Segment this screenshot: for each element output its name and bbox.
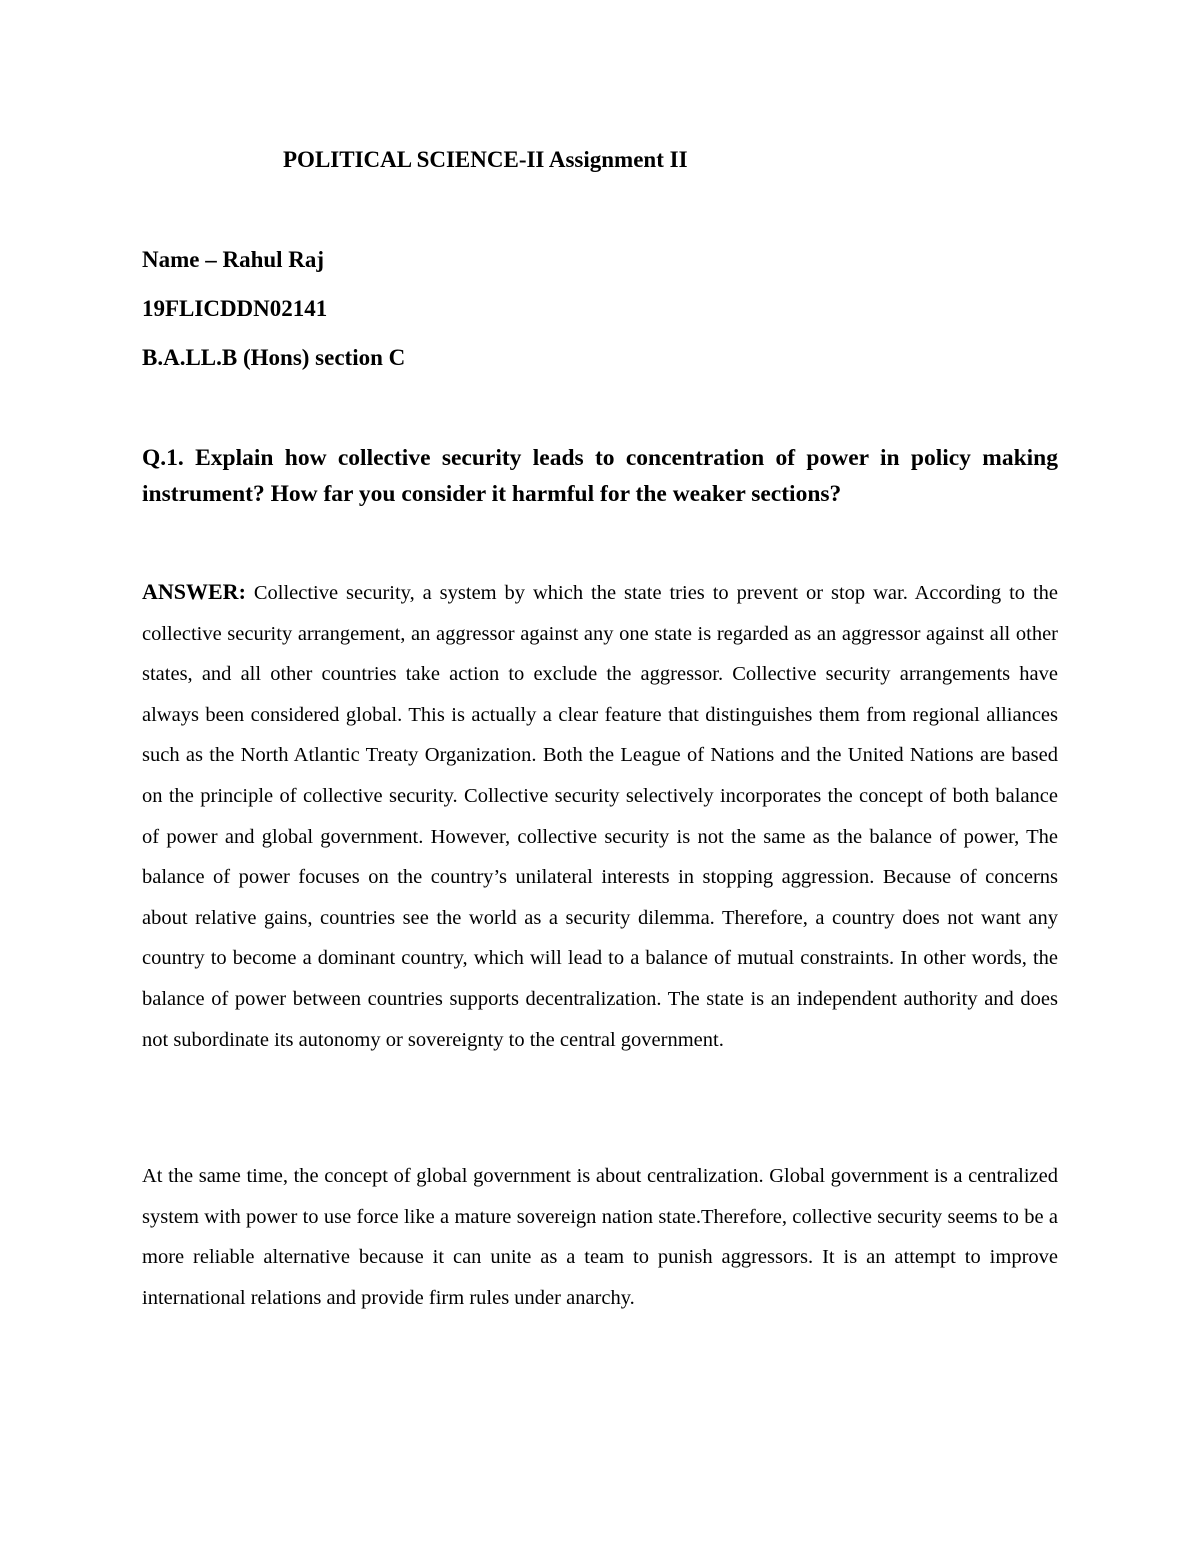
course-section: B.A.LL.B (Hons) section C [142,345,406,370]
student-name: Name – Rahul Raj [142,247,325,272]
answer-paragraph-2: At the same time, the concept of global government is about centralization. Global government is a centralized system with power to use force like a mature sovereign nation state.Therefore, collective security seems to be a more reliable alternative because it can unite as a team to punish aggressors. It is an attempt to improve international relations and provide firm rules under anarchy. [142,1165,1058,1309]
question-text: Q.1. Explain how collective security leads to concentration of power in policy making instrument? How far you consider it harmful for the weaker sections? [142,445,1058,507]
document-title: POLITICAL SCIENCE-II Assignment II [283,147,688,172]
roll-number: 19FLICDDN02141 [142,296,328,321]
answer-paragraph-1-text: Collective security, a system by which the state tries to prevent or stop war. According to the collective security arrangement, an aggressor against any one state is regarded as an aggressor against all other states, and all other countries take action to exclude the aggressor. Collective security arrangements have always been considered global. This is actually a clear feature that distinguishes them from regional alliances such as the North Atlantic Treaty Organization. Both the League of Nations and the United Nations are based on the principle of collective security. Collective security selectively incorporates the concept of both balance of power and global government. However, collective security is not the same as the balance of power, The balance of power focuses on the country’s unilateral interests in stopping aggression. Because of concerns about relative gains, countries see the world as a security dilemma. Therefore, a country does not want any country to become a dominant country, which will lead to a balance of mutual constraints. In other words, the balance of power between countries supports decentralization. The state is an independent authority and does not subordinate its autonomy or sovereignty to the central government. [142,582,1059,1051]
answer-paragraph-1 [142,572,1058,1060]
answer-label: ANSWER: [142,579,246,604]
